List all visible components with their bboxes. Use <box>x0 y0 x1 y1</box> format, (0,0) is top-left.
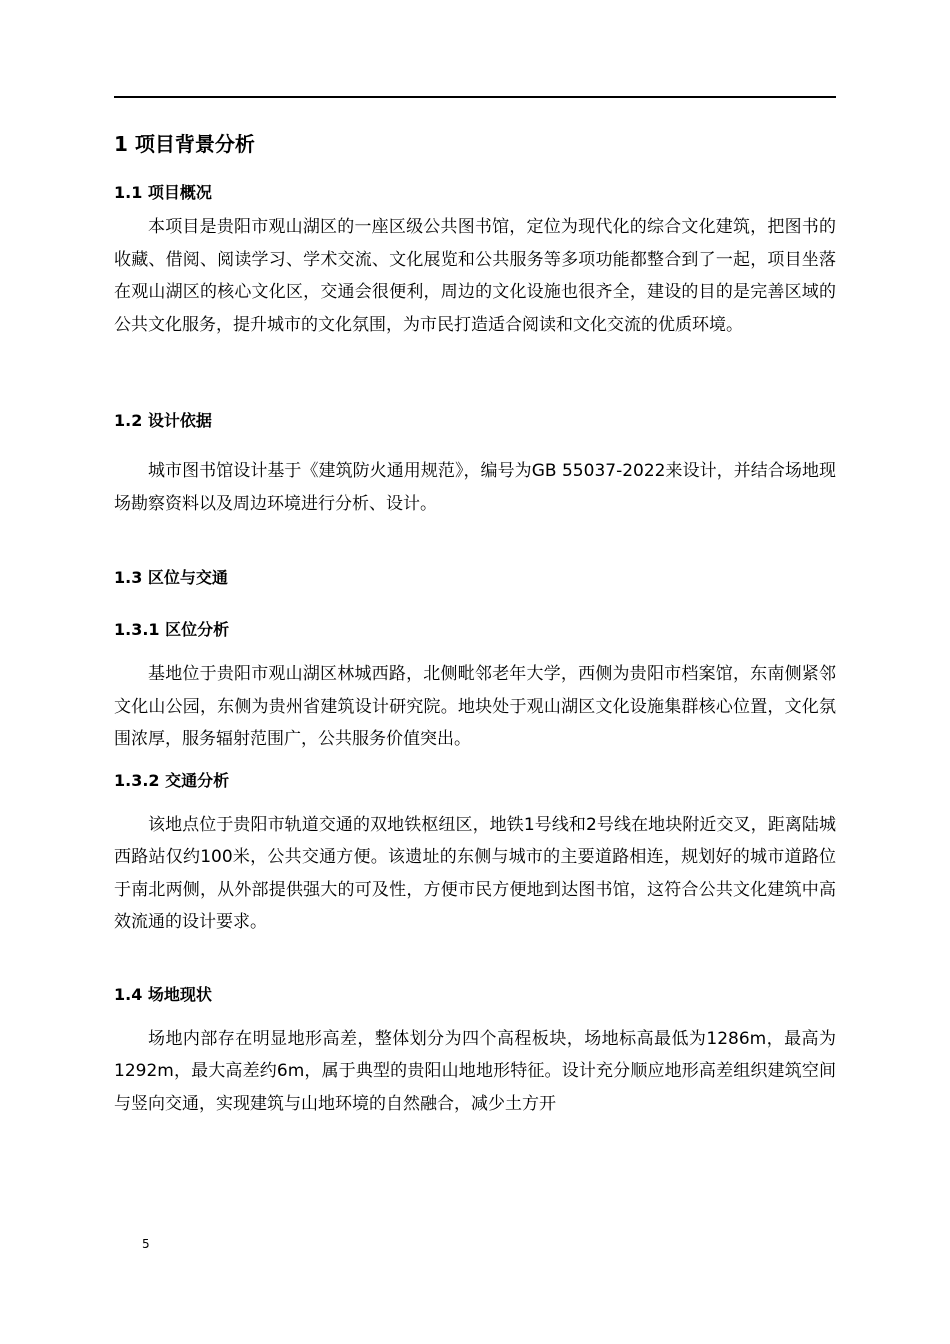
section-1-3-heading: 1.3 区位与交通 <box>114 568 228 587</box>
section-1-1-paragraph: 本项目是贵阳市观山湖区的一座区级公共图书馆，定位为现代化的综合文化建筑，把图书的收藏、借阅、阅读学习、学术交流、文化展览和公共服务等多项功能都整合到了一起，项目坐落在观山湖区的核心文化区，交通会很便利，周边的文化设施也很齐全，建设的目的是完善区域的公共文化服务，提升城市的文化氛围，为市民打造适合阅读和文化交流的优质环境。 <box>114 217 836 335</box>
section-1-2-paragraph: 城市图书馆设计基于《建筑防火通用规范》，编号为GB 55037-2022来设计，并结合场地现场勘察资料以及周边环境进行分析、设计。 <box>114 461 836 514</box>
section-1-3-1-heading: 1.3.1 区位分析 <box>114 620 230 639</box>
header-rule <box>114 96 836 98</box>
section-1-3-1-paragraph: 基地位于贵阳市观山湖区林城西路，北侧毗邻老年大学，西侧为贵阳市档案馆，东南侧紧邻文化山公园，东侧为贵州省建筑设计研究院。地块处于观山湖区文化设施集群核心位置，文化氛围浓厚，服务辐射范围广，公共服务价值突出。 <box>114 664 836 749</box>
section-1-1-heading: 1.1 项目概况 <box>114 183 212 202</box>
section-1-heading: 1 项目背景分析 <box>114 132 255 156</box>
section-1-4-paragraph: 场地内部存在明显地形高差，整体划分为四个高程板块，场地标高最低为1286m，最高为1292m，最大高差约6m，属于典型的贵阳山地地形特征。设计充分顺应地形高差组织建筑空间与竖向交通，实现建筑与山地环境的自然融合，减少土方开 <box>114 1028 836 1114</box>
section-1-3-2-heading: 1.3.2 交通分析 <box>114 770 230 790</box>
page-number: 5 <box>142 1237 150 1251</box>
section-1-3-2-paragraph: 该地点位于贵阳市轨道交通的双地铁枢纽区，地铁1号线和2号线在地块附近交叉，距离陆城西路站仅约100米，公共交通方便。该遗址的东侧与城市的主要道路相连，规划好的城市道路位于南北两侧，从外部提供强大的可及性，方便市民方便地到达图书馆，这符合公共文化建筑中高效流通的设计要求。 <box>114 814 836 932</box>
page-content <box>114 128 836 1120</box>
section-1-2-heading: 1.2 设计依据 <box>114 411 212 430</box>
section-1-4-heading: 1.4 场地现状 <box>114 984 212 1004</box>
